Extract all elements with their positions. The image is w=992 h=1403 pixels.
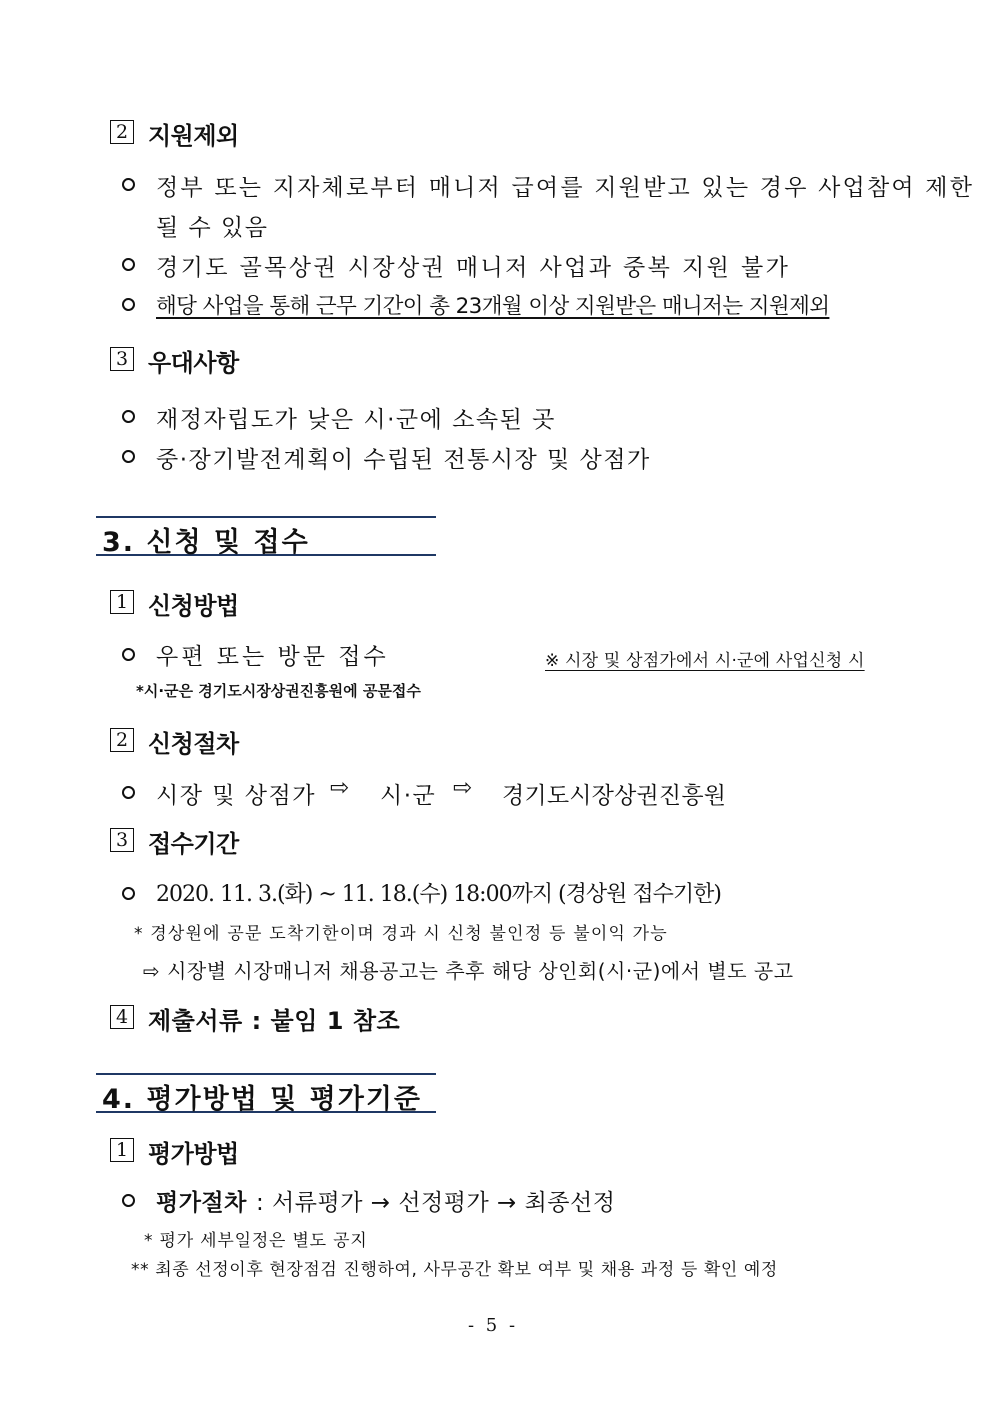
subheading-application-procedure: 신청절차 [148,730,239,758]
number-box-4: 4 [110,1005,134,1029]
application-note: *시·군은 경기도시장상권진흥원에 공문접수 [136,682,421,700]
exclusion-item-2: 경기도 골목상권 시장상권 매니저 사업과 중복 지원 불가 [156,255,791,281]
subheading-support-exclusion: 지원제외 [148,122,239,150]
evaluation-procedure-label: 평가절차 [156,1190,247,1216]
procedure-step-1: 시장 및 상점가 [156,783,316,809]
evaluation-note-2: ** 최종 선정이후 현장점검 진행하여, 사무공간 확보 여부 및 채용 과정 등 확인 예정 [131,1260,778,1280]
number-box-1: 1 [110,590,134,614]
number-box-3: 3 [110,828,134,852]
bullet-circle [122,258,135,271]
subheading-evaluation-method: 평가방법 [148,1140,239,1168]
bullet-circle [122,410,135,423]
preference-item-1: 재정자립도가 낮은 시·군에 소속된 곳 [156,407,556,433]
bullet-circle [122,648,135,661]
section-3-title: 3. 신청 및 접수 [102,527,310,558]
section-heading-3 [96,516,436,556]
subheading-documents: 제출서류 : 붙임 1 참조 [148,1007,401,1035]
exclusion-item-1: 정부 또는 지자체로부터 매니저 급여를 지원받고 있는 경우 사업참여 제한 [156,175,975,201]
preference-item-2: 중·장기발전계획이 수립된 전통시장 및 상점가 [156,447,651,473]
reception-note-2: ⇨ 시장별 시장매니저 채용공고는 추후 해당 상인회(시·군)에서 별도 공고 [143,959,794,983]
subheading-preference: 우대사항 [148,349,239,377]
procedure-step-3: 경기도시장상권진흥원 [502,783,727,809]
bullet-circle [122,786,135,799]
number-box-3: 3 [110,347,134,371]
bullet-circle [122,178,135,191]
evaluation-note-1: * 평가 세부일정은 별도 공지 [144,1231,368,1251]
procedure-arrow-icon: ⇨ [453,775,474,801]
bullet-circle [122,1194,135,1207]
reception-note-1: * 경상원에 공문 도착기한이며 경과 시 신청 불인정 등 불이익 가능 [134,924,668,944]
section-4-title: 4. 평가방법 및 평가기준 [102,1084,422,1115]
number-box-2: 2 [110,728,134,752]
number-box-1: 1 [110,1138,134,1162]
bullet-circle [122,887,135,900]
procedure-arrow-icon: ⇨ [330,775,351,801]
section-heading-4 [96,1073,436,1113]
reception-period-item: 2020. 11. 3.(화) ~ 11. 18.(수) 18:00까지 (경상원 접수기한) [156,882,721,907]
bullet-circle [122,298,135,311]
application-method-item: 우편 또는 방문 접수 [156,644,389,670]
application-side-note: ※ 시장 및 상점가에서 시·군에 사업신청 시 [545,651,865,671]
exclusion-item-1-cont: 될 수 있음 [156,215,269,241]
evaluation-procedure-text: : 서류평가 → 선정평가 → 최종선정 [256,1190,616,1216]
procedure-step-2: 시·군 [380,783,437,809]
exclusion-item-3: 해당 사업을 통해 근무 기간이 총 23개월 이상 지원받은 매니저는 지원제외 [156,294,830,319]
subheading-reception-period: 접수기간 [148,830,239,858]
page-number: - 5 - [468,1315,519,1336]
bullet-circle [122,450,135,463]
subheading-application-method: 신청방법 [148,592,239,620]
number-box-2: 2 [110,120,134,144]
